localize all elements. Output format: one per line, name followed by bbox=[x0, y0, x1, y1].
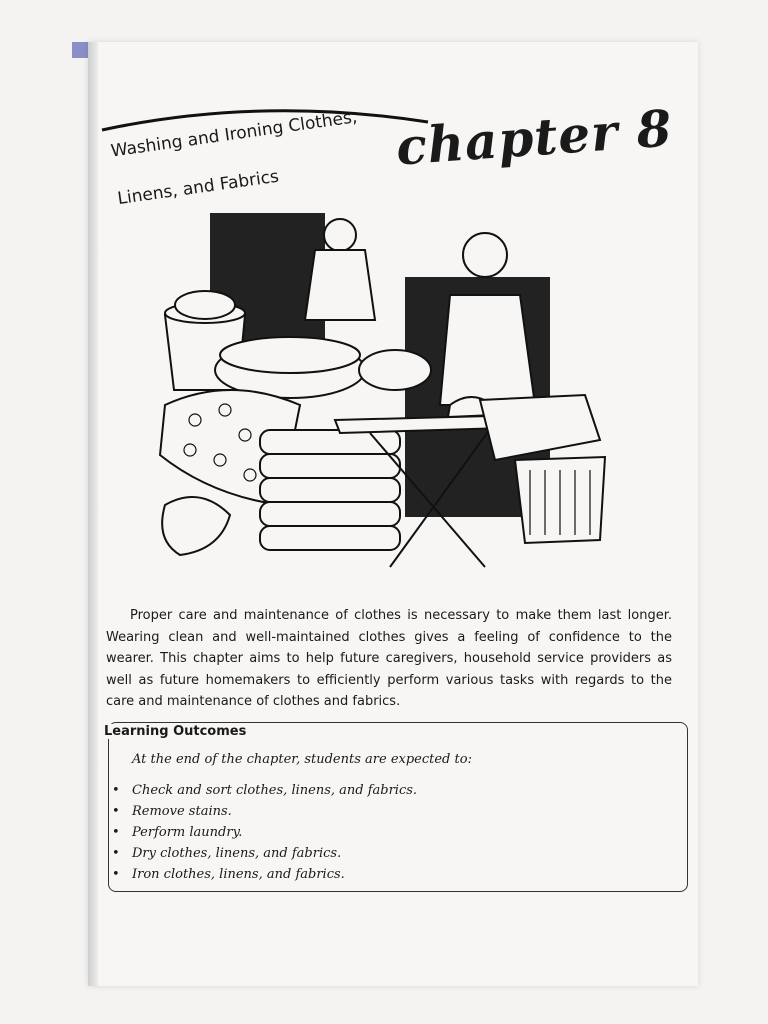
woman-ironing-head bbox=[463, 233, 507, 277]
laundry-illustration bbox=[150, 205, 620, 590]
learning-outcomes-heading: Learning Outcomes bbox=[104, 724, 252, 739]
folded-towel-4 bbox=[260, 502, 400, 526]
learning-outcomes-intro: At the end of the chapter, students are expected to: bbox=[132, 752, 472, 767]
shirt-on-board bbox=[480, 395, 600, 460]
list-item: • Perform laundry. bbox=[112, 822, 417, 843]
bucket-clothes bbox=[175, 291, 235, 319]
intro-paragraph: Proper care and maintenance of clothes is necessary to make them last longer. Wearing clean and well-maintained clothes gives a feeling of confidence to the wearer. This chapter aims to help future caregivers, household service providers as well as future homemakers to efficiently perform various tasks with regards to the care and maintenance of clothes and fabrics. bbox=[106, 608, 672, 709]
list-item: • Iron clothes, linens, and fabrics. bbox=[112, 864, 417, 885]
woman-washing-body bbox=[305, 250, 375, 320]
small-basin bbox=[359, 350, 431, 390]
learning-outcomes-list bbox=[112, 780, 417, 885]
list-item: • Check and sort clothes, linens, and fabrics. bbox=[112, 780, 417, 801]
folded-towel-2 bbox=[260, 454, 400, 478]
folded-towel-3 bbox=[260, 478, 400, 502]
chapter-title-line-1: Washing and Ironing Clothes, bbox=[109, 107, 359, 162]
woman-ironing-body bbox=[440, 295, 535, 405]
woman-washing-head bbox=[324, 219, 356, 251]
folded-towel-5 bbox=[260, 526, 400, 550]
chapter-number: chapter 8 bbox=[394, 98, 675, 177]
laundry-bag bbox=[162, 497, 230, 555]
page-binding bbox=[88, 42, 98, 986]
list-item: • Dry clothes, linens, and fabrics. bbox=[112, 843, 417, 864]
chapter-title-line-2: Linens, and Fabrics bbox=[116, 166, 281, 210]
list-item: • Remove stains. bbox=[112, 801, 417, 822]
